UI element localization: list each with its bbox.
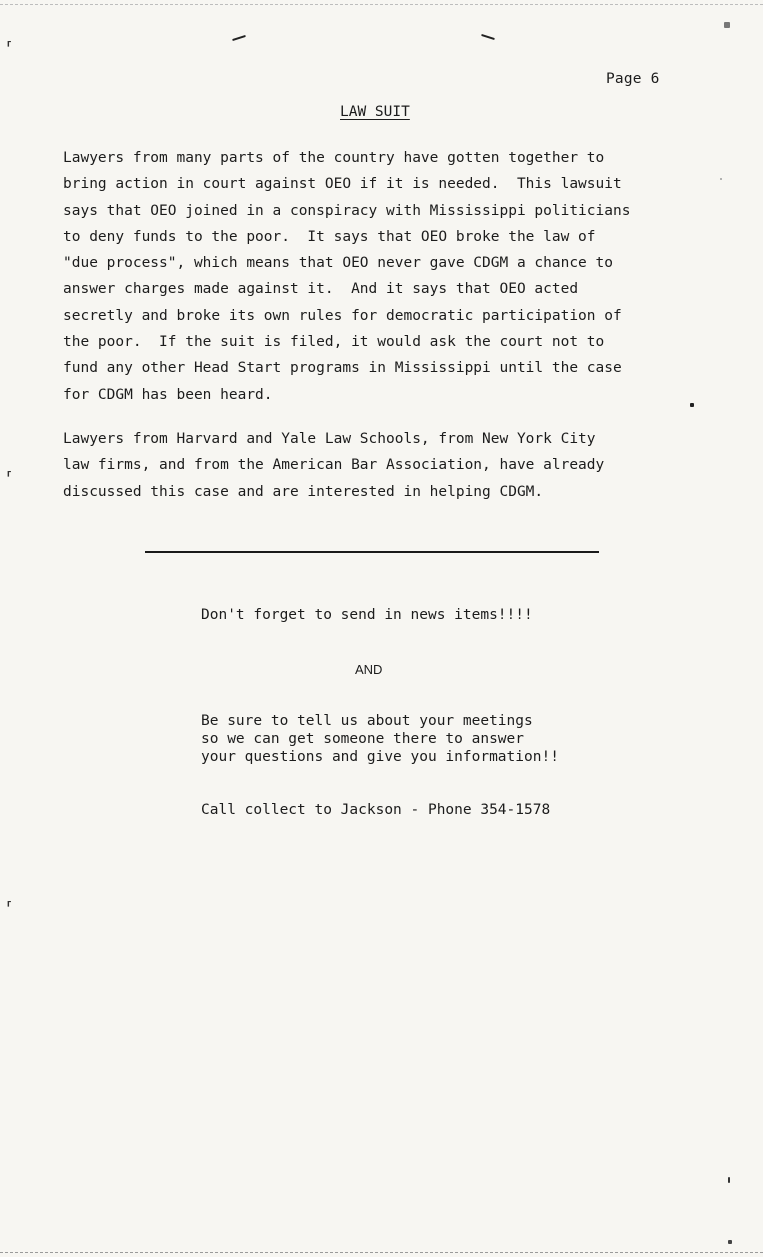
section-title: LAW SUIT	[340, 104, 410, 120]
meetings-line-3: your questions and give you information!!	[201, 749, 559, 766]
lawsuit-paragraph-line-2: bring action in court against OEO if it is needed. This lawsuit	[63, 176, 622, 193]
horizontal-divider	[145, 551, 599, 553]
scan-speck	[728, 1240, 732, 1244]
lawsuit-paragraph-line-7: secretly and broke its own rules for democratic participation of	[63, 307, 622, 324]
call-collect-notice: Call collect to Jackson - Phone 354-1578	[201, 802, 551, 818]
bottom-edge-perforation	[0, 1252, 763, 1253]
scan-speck	[728, 1177, 730, 1183]
lawyers-paragraph-line-2: law firms, and from the American Bar Association, have already	[63, 457, 605, 474]
lawsuit-paragraph-line-6: answer charges made against it. And it says that OEO acted	[63, 281, 579, 298]
lawsuit-paragraph-line-3: says that OEO joined in a conspiracy with Mississippi politicians	[63, 202, 631, 219]
scan-speck	[720, 178, 722, 180]
printer-mark-right	[481, 34, 495, 40]
meetings-line-2: so we can get someone there to answer	[201, 731, 525, 748]
lawsuit-paragraph-line-1: Lawyers from many parts of the country have gotten together to	[63, 150, 605, 166]
printer-mark-left	[232, 35, 246, 41]
scan-speck	[724, 22, 730, 28]
meetings-notice	[201, 712, 559, 767]
news-items-reminder: Don't forget to send in news items!!!!	[201, 607, 533, 623]
margin-mark-middle: ⸢	[4, 468, 14, 487]
lawsuit-paragraph-line-8: the poor. If the suit is filed, it would ask the court not to	[63, 334, 605, 351]
lawsuit-paragraph-line-10: for CDGM has been heard.	[63, 386, 273, 403]
lawsuit-paragraph-line-9: fund any other Head Start programs in Mississippi until the case	[63, 360, 622, 377]
lawyers-paragraph-line-3: discussed this case and are interested in helping CDGM.	[63, 483, 544, 500]
page-number: Page 6	[606, 71, 660, 87]
body-paragraph-lawsuit	[63, 145, 683, 408]
conjunction-and: AND	[355, 662, 383, 677]
margin-mark-lower: ⸢	[4, 898, 14, 917]
lawsuit-paragraph-line-4: to deny funds to the poor. It says that OEO broke the law of	[63, 228, 596, 245]
scan-speck	[690, 403, 694, 407]
lawsuit-paragraph-line-5: "due process", which means that OEO never gave CDGM a chance to	[63, 255, 613, 272]
body-paragraph-lawyers	[63, 426, 683, 505]
lawyers-paragraph-line-1: Lawyers from Harvard and Yale Law Schools, from New York City	[63, 431, 596, 447]
top-edge-perforation	[0, 4, 763, 5]
margin-mark-top: ⸢	[4, 38, 14, 57]
meetings-line-1: Be sure to tell us about your meetings	[201, 713, 533, 729]
